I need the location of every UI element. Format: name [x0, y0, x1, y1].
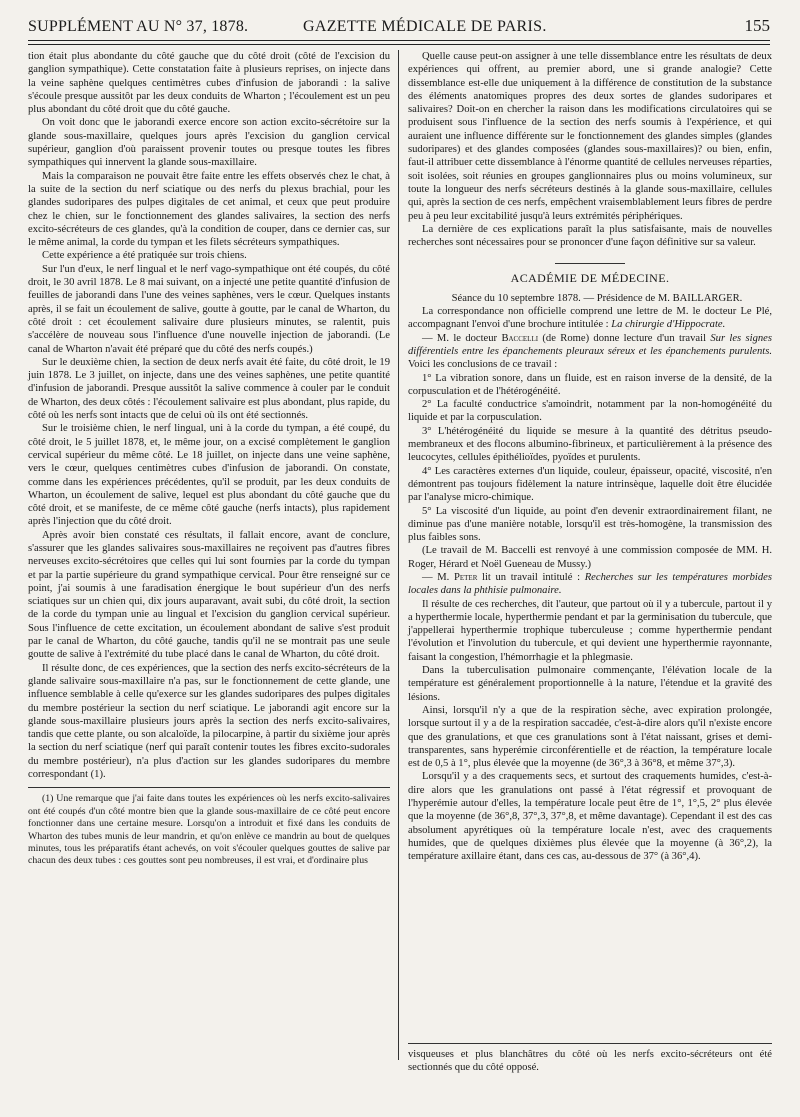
journal-title: GAZETTE MÉDICALE DE PARIS. — [303, 18, 547, 35]
column-divider — [398, 50, 399, 1060]
author-name: Peter — [453, 571, 478, 583]
commission-note: (Le travail de M. Baccelli est renvoyé à une commission composée de MM. H. Roger, Hérard et Noël Gueneau de Mussy.) — [408, 545, 772, 570]
paragraph-peter — [408, 571, 772, 598]
paragraph: tion était plus abondante du côté gauche que du côté droit (côté de l'excision du ganglion sympathique). Cette constatation faite à plusieurs reprises, on injecte dans la veine saphène quelques centimètres cubes d'infusion de jaborandi : la salive s'écoule presque aussitôt par les deux conduits de Wharton ; l'écoulement est un peu plus abondant du côté droit que du côté gauche. — [28, 51, 390, 116]
paragraph: On voit donc que le jaborandi exerce encore son action excito-sécrétoire sur la glande sous-maxillaire, quelques jours après l'excision du ganglion cervical supérieur, ganglion d'où paraissent provenir toutes ou presque toutes les fibres sympathiques qui innervent la glande sous-maxillaire. — [28, 117, 390, 169]
conclusion: 1° La vibration sonore, dans un fluide, est en raison inverse de la densité, de la corpusculation et de l'hétérogénéité. — [408, 372, 772, 397]
paragraph: Sur le troisième chien, le nerf lingual, uni à la corde du tympan, a été coupé, du côté droit, le 5 juillet 1878, et, le même jour, on a excisé complètement le ganglion cervical supérieur du même côté. Le 18 juillet, on injecte dans une veine saphène, vers le cœur, quelques centimètres cubes d'infusion de jaborandi. On constate, comme dans les expériences précédentes, qu'il se produit, par les deux conduits de Wharton, un écoulement de salive, lequel est plus abondant du côté gauche que du côté droit, et se manifeste, de ce même côté gauche (nerfs intacts), plus rapidement après l'injection que du côté droit. — [28, 423, 390, 528]
paragraph: Mais la comparaison ne pouvait être faite entre les effets observés chez le chat, à la suite de la section du nerf sciatique ou des nerfs du plexus brachial, pour les glandes sudoripares des pulpes digitales de cet animal, et ceux que peut produire chez le chien, sur le fonctionnement des glandes salivaires, la section des nerfs excito-sécréteurs de ces glandes, qu'à la condition de couper, dans ce dernier cas, sur le même animal, la corde du tympan et les filets sécréteurs sympathiques. — [28, 170, 390, 249]
text-span: La correspondance non officielle comprend une lettre de M. le docteur Le Plé, accompagnant l'envoi d'une brochure intitulée : — [408, 306, 772, 331]
header-rule-thick — [28, 40, 770, 41]
right-column — [408, 50, 772, 864]
brochure-title: La chirurgie d'Hippocrate. — [611, 319, 726, 331]
paragraph: La dernière de ces explications paraît la plus satisfaisante, mais de nouvelles recherches sont nécessaires pour se prononcer d'une façon définitive sur sa valeur. — [408, 223, 772, 249]
paragraph: Ainsi, lorsqu'il n'y a que de la respiration sèche, avec expiration prolongée, lorsque surtout il y a de la respiration saccadée, c'est-à-dire alors qu'il n'existe encore que des granulations, et que ces granulations sont à l'état naissant, grises et demi-transparentes, sans hyperémie circonférentielle et de réaction, la température locale est de 0,5 à 1°, plus élevée que la moyenne (de 36°,3 à 36°8, et même 37°,3). — [408, 704, 772, 770]
paragraph: Lorsqu'il y a des craquements secs, et surtout des craquements humides, c'est-à-dire alors que les granulations ont passé à l'état régressif et provoquant de l'hyperémie autour d'elles, la température locale peut être de 1°, 1°,5, 2° plus élevée que la moyenne (de 36°,8, 37°,3, 37°,8, et même davantage). Cependant il est des cas absolument apyrétiques où la température locale n'est, avec des craquements humides, que de quelques dixièmes plus élevée que la moyenne (à 36°,2), la température axillaire étant, dans ces cas, au-dessous de 37° (à 36°,4). — [408, 771, 772, 863]
paragraph-baccelli — [408, 332, 772, 372]
left-column — [28, 50, 390, 868]
session-line: Séance du 10 septembre 1878. — Présidence de M. BAILLARGER. — [451, 292, 743, 304]
paragraph: Cette expérience a été pratiquée sur trois chiens. — [42, 250, 247, 262]
section-rule — [555, 263, 625, 264]
paragraph: Il résulte de ces recherches, dit l'auteur, que partout où il y a tubercule, partout il y a hyperthermie locale, hyperthermie pendant et par la germinisation du tubercule, que j'appellerai hyperthermie trophique tuberculeuse ; comme hyperthermie pendant l'évolution et l'involution du tubercule, et qui devient une hyperthermie rayonnante, faisant la congestion, l'hémorrhagie et la phlegmasie. — [408, 598, 772, 663]
text-span: — M. le docteur — [422, 332, 502, 344]
footnote-rule — [28, 787, 390, 788]
footnote-rule — [408, 1043, 772, 1044]
paragraph: Sur le deuxième chien, la section de deux nerfs avait été faite, du côté droit, le 19 juin 1878. Le 3 juillet, on injecte, dans une des veines saphènes, une petite quantité d'infusion de jaborandi. Presque aussitôt la salive commence à couler par le conduit de Wharton, des deux côtés : l'écoulement salivaire est plus abondant, plus rapide, du côté où les nerfs sont intacts que de celui où ils ont été sectionnés. — [28, 356, 390, 422]
paragraph: Dans la tuberculisation pulmonaire commençante, l'élévation locale de la température est généralement proportionnelle à la nature, l'étendue et la gravité des lésions. — [408, 665, 772, 703]
text-span: Voici les conclusions de ce travail : — [408, 359, 558, 371]
work-title: Recherches sur les températures morbides locales dans la phthisie pulmonaire. — [408, 571, 772, 597]
text-span: (de Rome) donne lecture d'un travail — [538, 332, 711, 344]
paragraph: Quelle cause peut-on assigner à une telle dissemblance entre les résultats de deux expériences qui offrent, au premier abord, une si grande analogie? Cette dissemblance est-elle due uniquement à la différence de constitution de la substance des éléments anatomiques propres des deux sortes de glandes sudoripares et salivaires? Doit-on en chercher la raison dans les modifications circulatoires qui se produisent sous l'influence de la section des nerfs soumis à l'expérience, et qui auraient une influence différente sur le fonctionnement des glandes simples (glandes sudoripares) et des glandes composées (glandes sous-maxillaires)? ou bien, enfin, faut-il attribuer cette dissemblance à l'énorme quantité de cellules nerveuses réparties, soit isolées, soit réunies en groupes ganglionnaires plus ou moins volumineux, sur toute la longueur des nerfs sécréteurs destinés à la glande sous-maxillaire, cellules qui, après la section de ces nerfs, empêchent vraisemblablement leurs fibres de perdre peu à peu leur excitabilité jusqu'à leurs extrémités périphériques. — [408, 51, 772, 222]
page-number: 155 — [744, 16, 770, 35]
supplement-label: SUPPLÉMENT AU N° 37, 1878. — [28, 18, 249, 35]
conclusion: 2° La faculté conductrice s'amoindrit, notamment par la non-homogénéité du liquide et par la corpusculation. — [408, 399, 772, 424]
paragraph-correspondence — [408, 305, 772, 332]
header-rule-thin — [28, 44, 770, 45]
paragraph: Sur l'un d'eux, le nerf lingual et le nerf vago-sympathique ont été coupés, du côté droit, le 30 avril 1878. Le 8 mai suivant, on a injecté une petite quantité d'infusion de feuilles de jaborandi dans l'une des veines saphènes, vers le cœur. Quelques instants après, il se fait un écoulement de salive, goutte à goutte, par le canal de Wharton, du côté droit : cet écoulement salivaire dure plusieurs minutes, se ralentit, puis s'accélère de nouveau sous l'influence d'une nouvelle injection de jaborandi. (Le canal de Wharton n'avait été préparé que du côté des nerfs coupés.) — [28, 263, 390, 355]
conclusion: 5° La viscosité d'un liquide, au point d'en devenir extraordinairement filant, ne diminue pas d'une manière notable, lorsqu'il est très-homogène, la transmission des plus faibles sons. — [408, 505, 772, 544]
paragraph: Après avoir bien constaté ces résultats, il fallait encore, avant de conclure, s'assurer que les glandes salivaires sous-maxillaires ne reçoivent pas d'autres fibres nerveuses excito-sécrétoires que celles qui lui sont fournies par la corde du tympan et par la partie supérieure du grand sympathique cervical. Pour être renseigné sur ce point, j'ai soumis à une faradisation énergique le bout supérieur d'un des nerfs sciatiques sur un chien qui, dix jours auparavant, avait subi, du côté droit, la section de la corde du tympan unie au lingual et l'excision du ganglion cervical supérieur. Sous l'influence de cette excitation, un écoulement abondant de salive s'est produit par le canal de Wharton, du côté gauche, tandis qu'il ne se montrait pas une seule goutte de salive à l'extrémité du tube placé dans le canal de Wharton, du côté droit. — [28, 529, 390, 661]
section-title: ACADÉMIE DE MÉDECINE. — [510, 271, 670, 286]
text-span: lit un travail intitulé : — [477, 571, 585, 583]
text-span: — M. — [422, 571, 454, 583]
page-header — [28, 14, 770, 40]
conclusion: 3° L'hétérogénéité du liquide se mesure à la quantité des détritus pseudo-membraneux et des flocons albumino-fibrineux, et particulièrement à la présence des leucocytes, cellules épithélioïdes, pyoïdes et purulents. — [408, 425, 772, 464]
footnote-continuation-text: visqueuses et plus blanchâtres du côté où les nerfs excito-sécréteurs ont été sectionnés que du côté opposé. — [408, 1049, 772, 1074]
conclusion: 4° Les caractères externes d'un liquide, couleur, épaisseur, opacité, viscosité, n'en démontrent pas toujours fidèlement la nature intrinsèque, laquelle doit être élucidée par l'analyse micro-chimique. — [408, 465, 772, 504]
footnote-continuation — [408, 1043, 772, 1075]
author-name: Baccelli — [501, 332, 539, 344]
paragraph: Il résulte donc, de ces expériences, que la section des nerfs excito-sécréteurs de la glande salivaire sous-maxillaire n'a pas, sur le fonctionnement de cette glande, une influence semblable à celle qu'exerce sur les glandes sudoripares des pulpes digitales du membre postérieur la section du nerf sciatique. Le jaborandi agit encore sur la glande sous-maxillaire plusieurs jours après la section des nerfs excito-salivaires, tandis que cette plante, ou son alcaloïde, la pilocarpine, à partir du sixième jour après la section du nerf sciatique (nerf qui paraît contenir toutes les fibres excito-sudorales du membre postérieur), n'a plus d'action sur les glandes sudoripares du membre correspondant (1). — [28, 662, 390, 781]
footnote: (1) Une remarque que j'ai faite dans toutes les expériences où les nerfs excito-salivaires ont été coupés d'un côté montre bien que la glande sous-maxillaire de ce côté peut encore fonctionner dans une certaine mesure. Lorsqu'on a introduit et fixé dans les conduits de Wharton des tubes munis de leur mandrin, et qu'on enlève ce mandrin au bout de quelques minutes, tous les préparatifs étant achevés, on voit s'écouler quelques gouttes de salive par chacun des deux tubes : ces gouttes sont peu nombreuses, il est vrai, et d'ordinaire plus — [28, 793, 390, 867]
work-title: Sur les signes différentiels entre les épanchements pleuraux séreux et les épanchements purulents. — [408, 332, 773, 357]
